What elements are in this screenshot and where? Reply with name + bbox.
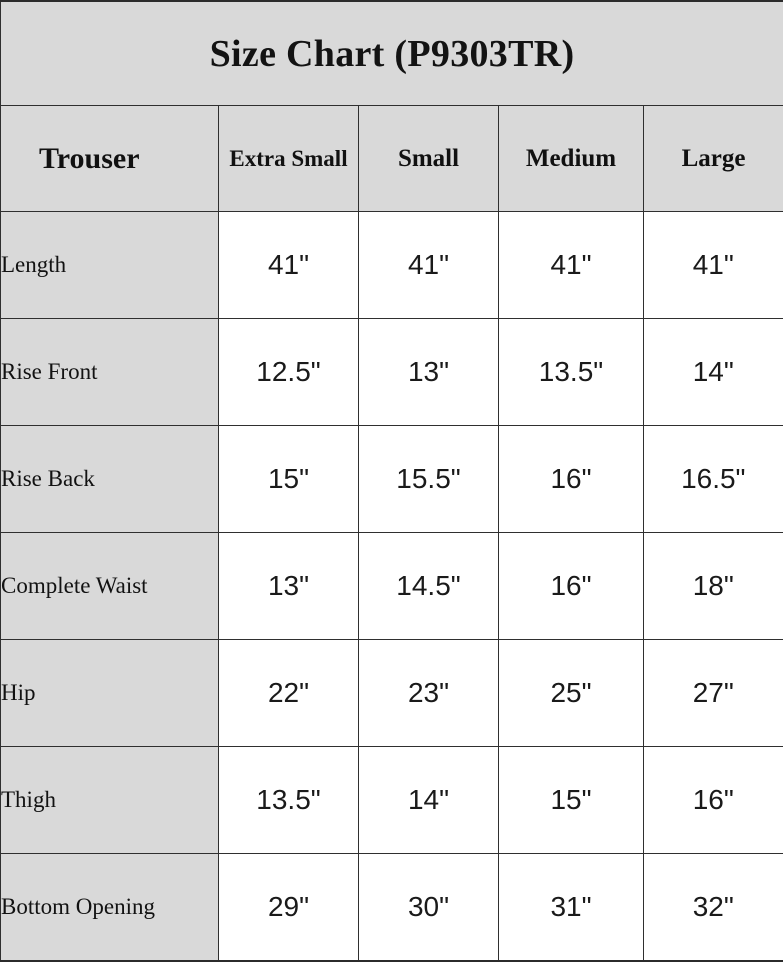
table-row <box>1 854 783 962</box>
table-header-row <box>1 106 783 212</box>
column-header-large: Large <box>644 106 783 212</box>
cell-value: 41" <box>644 212 783 319</box>
cell-value: 16" <box>499 426 644 533</box>
cell-value: 13" <box>219 533 359 640</box>
column-header-medium: Medium <box>499 106 644 212</box>
cell-value: 13.5" <box>499 319 644 426</box>
cell-value: 14" <box>644 319 783 426</box>
cell-value: 22" <box>219 640 359 747</box>
table-row <box>1 319 783 426</box>
cell-value: 15" <box>219 426 359 533</box>
row-label: Thigh <box>1 747 219 854</box>
cell-value: 27" <box>644 640 783 747</box>
cell-value: 12.5" <box>219 319 359 426</box>
cell-value: 14" <box>359 747 499 854</box>
cell-value: 41" <box>219 212 359 319</box>
cell-value: 18" <box>644 533 783 640</box>
cell-value: 31" <box>499 854 644 962</box>
cell-value: 14.5" <box>359 533 499 640</box>
row-label: Bottom Opening <box>1 854 219 962</box>
row-label: Complete Waist <box>1 533 219 640</box>
cell-value: 16" <box>644 747 783 854</box>
cell-value: 15" <box>499 747 644 854</box>
cell-value: 30" <box>359 854 499 962</box>
column-header-category: Trouser <box>1 106 219 212</box>
row-label: Rise Back <box>1 426 219 533</box>
row-label: Rise Front <box>1 319 219 426</box>
cell-value: 41" <box>359 212 499 319</box>
cell-value: 32" <box>644 854 783 962</box>
cell-value: 23" <box>359 640 499 747</box>
cell-value: 13.5" <box>219 747 359 854</box>
cell-value: 13" <box>359 319 499 426</box>
table-row <box>1 640 783 747</box>
column-header-small: Small <box>359 106 499 212</box>
cell-value: 15.5" <box>359 426 499 533</box>
cell-value: 25" <box>499 640 644 747</box>
table-row <box>1 212 783 319</box>
cell-value: 41" <box>499 212 644 319</box>
column-header-extra-small: Extra Small <box>219 106 359 212</box>
table-row <box>1 426 783 533</box>
row-label: Length <box>1 212 219 319</box>
cell-value: 16" <box>499 533 644 640</box>
cell-value: 16.5" <box>644 426 783 533</box>
page-title-cell <box>1 1 783 106</box>
title-row <box>1 1 783 106</box>
table-row <box>1 747 783 854</box>
row-label: Hip <box>1 640 219 747</box>
table-row <box>1 533 783 640</box>
cell-value: 29" <box>219 854 359 962</box>
page-title: Size Chart (P9303TR) <box>210 33 575 75</box>
